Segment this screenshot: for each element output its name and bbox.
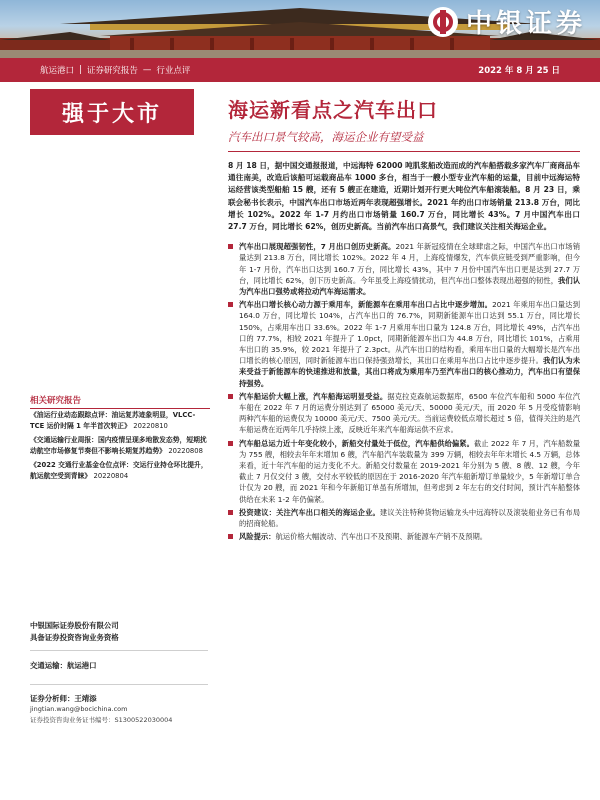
analyst-certificate: 证券投资咨询业务证书编号：S1300522030004 <box>30 716 173 724</box>
related-reports-title: 相关研究报告 <box>30 394 210 409</box>
related-reports-list <box>30 410 208 485</box>
related-report-date: 20220804 <box>93 471 129 480</box>
related-report-item[interactable] <box>30 435 208 456</box>
rating-badge: 强于大市 <box>30 89 194 135</box>
bullet-square-icon <box>228 244 233 249</box>
brand-name: 中银证券 <box>465 9 586 39</box>
bullet-square-icon <box>228 510 233 515</box>
related-report-text: 《交通运输行业周报：国内疫情呈现多地散发态势，短期扰动航空市场修复节奏但不影响长期复苏趋势》 <box>30 436 207 455</box>
report-meta-bar <box>0 58 600 82</box>
key-point-body: 航运价格大幅波动、汽车出口不及预期、新能源车产销不及预期。 <box>275 532 488 542</box>
firm-qualification: 具备证券投资咨询业务资格 <box>30 633 119 642</box>
key-point-lead: 汽车出口增长核心动力源于乘用车，新能源车在乘用车出口占比中逐步增加。 <box>239 300 493 310</box>
key-point-lead: 汽车船总运力近十年变化较小，新船交付量处于低位，汽车船供给偏紧。 <box>239 438 474 448</box>
key-point <box>228 391 580 436</box>
related-report-date: 20220808 <box>168 446 203 455</box>
meta-industry: 航运港口 <box>40 66 75 76</box>
bullet-square-icon <box>228 441 233 446</box>
bank-of-china-logo-icon <box>428 7 458 37</box>
report-subheadline: 汽车出口景气较高，海运企业有望受益 <box>228 129 580 152</box>
key-point <box>228 241 580 297</box>
analyst-email[interactable]: jingtian.wang@bocichina.com <box>30 705 128 713</box>
related-report-text: 《2022 交通行业基金仓位点评：交运行业持仓环比提升，航运航空受到青睐》 <box>30 461 208 480</box>
key-point <box>228 507 580 529</box>
firm-name: 中银国际证券股份有限公司 <box>30 621 119 630</box>
key-point-tail: 我们认为汽车出口强势或将拉动汽车海运需求。 <box>239 275 580 297</box>
meta-report-type: 证券研究报告 <box>86 66 138 76</box>
brand-logo <box>428 3 586 40</box>
industry-label: 交通运输：航运港口 <box>30 661 97 670</box>
related-report-date: 20220810 <box>133 421 168 430</box>
key-point-lead: 汽车船运价大幅上涨，汽车船海运明显受益。 <box>239 391 388 401</box>
report-date: 2022 年 8 月 25 日 <box>478 66 560 76</box>
key-point-body: 截止 2022 年 7 月，汽车船数量为 755 艘，相较去年年末增加 6 艘，汽车船汽车装载量为 399 万辆，相较去年年末增长 4.5 万辆，总体来看，近十年汽车船的运力变化不大。新船交付数量在 2019-2021 年分别为 5 艘、8 艘、12 艘，今年截止 7 月仅交付 3 艘，交付水平较低的原因在于 2016-2020 年汽车船新增订单量较少，5 年新增订单合计仅为 20 艘，而 2021 年和今年新船订单虽有所增加，但考虑到 2 年左右的交付时间，预计汽车船整体供给在未来 1-2 年仍偏紧。 <box>239 438 580 504</box>
key-point <box>228 438 580 505</box>
report-summary: 8 月 18 日，据中国交通报报道，中远海特 62000 吨肌浆船改造而成的汽车船搭载多家汽车厂商商品车通往南美，改造后该船可运载商品车 1000 多台，相当于一艘小型专业汽车船的运量，目前中远海运特运经营该类型船舶 15 艘，还有 5 艘正在建造，近期计划开行更大吨位汽车船滚装船。8 月 23 日，乘联会秘书长表示，中国汽车出口市场近两年表现超强增长。2021 年约出口市场销量 213.8 万台，同比增长 102%。2022 年 1-7 月约出口市场销量 160.7 万台，同比增长 43%。7 月中国汽车出口 27.7 万台，同比增长 62%，创历史新高。当前汽车出口高景气，我们建议关注相关海运企业。 <box>228 161 580 232</box>
industry-classification <box>30 650 208 671</box>
meta-separator: | <box>79 65 82 75</box>
key-point <box>228 531 580 542</box>
key-point-tail: 我们认为未来受益于新能源车的快速推进和放量，其出口将成为乘用车乃至汽车出口的核心推动力，汽车出口有望保持强势。 <box>239 356 581 388</box>
key-point-lead: 风险提示： <box>239 532 276 542</box>
bullet-square-icon <box>228 394 233 399</box>
bullet-square-icon <box>228 302 233 307</box>
key-point-body: 2021 年乘用车出口量达到 164.0 万台，同比增长 104%，占汽车出口的 76.7%，同期新能源车出口达到 55.1 万台，同比增长 150%，占乘用车出口 33.6%。2022 年 1-7 月乘用车出口量为 124.8 万台，同比增长 49%，占汽车出口的 77.7%，相较 2021 年提升了 1.0pct，同期新能源车出口为 44.8 万台，同比增长 101%，占乘用车出口的 35.9%，较 2021 年提升了 2.3pct。从汽车出口的结构看，乘用车出口量的大幅增长是汽车出口增长的核心原因，同时新能源车出口保持强劲增长，其出口在乘用车出口占比中逐步提升。 <box>239 300 580 366</box>
key-points-list <box>228 241 580 542</box>
related-report-item[interactable] <box>30 410 208 431</box>
firm-info <box>30 620 208 644</box>
report-headline: 海运新看点之汽车出口 <box>228 98 438 122</box>
key-point-body: 建议关注特种货物运输龙头中远海特以及滚装船业务已有布局的招商轮船。 <box>239 507 581 529</box>
related-report-text: 《油运行业动态跟踪点评：油运复苏迹象明显，VLCC-TCE 运价时隔 1 年半首次转正》 <box>30 411 196 430</box>
left-sidebar <box>30 84 220 800</box>
key-point <box>228 299 580 389</box>
key-point-lead: 投资建议：关注汽车出口相关的海运企业。 <box>239 507 380 517</box>
meta-report-kind: 行业点评 <box>156 66 191 76</box>
related-report-item[interactable] <box>30 460 208 481</box>
meta-dash: — <box>142 65 152 75</box>
analyst-name: 证券分析师：王靖添 <box>30 694 97 703</box>
key-point-lead: 汽车出口展现超强韧性，7 月出口创历史新高。 <box>239 242 396 252</box>
key-point-body: 据克拉克森航运数据库，6500 车位汽车船和 5000 车位汽车船在 2022 年 7 月的运费分别达到了 65000 美元/天、50000 美元/天，而 2020 年 5 月受疫情影响两种汽车船的运费仅为 10000 美元/天、7500 美元/天。当前运费较低点增长超过 5 倍，值得关注的是汽车船运费在近两年几乎持续上涨，反映近年来汽车船海运供不应求。 <box>239 391 580 435</box>
analyst-info <box>30 684 208 726</box>
main-content <box>228 84 580 800</box>
key-point-body: 2021 年新冠疫情在全球肆虐之际，中国汽车出口市场销量达到 213.8 万台，同比增长 102%。2022 年 4 月，上海疫情爆发，汽车供应链受到严重影响，但今年 1-7 月份，汽车出口达到 160.7 万台，同比增长 43%，其中 7 月份中国汽车出口更是达到 27.7 万台，同比增长 62%，创下历史新高。今年虽受上海疫情扰动，但汽车出口整体表现出超强的韧性， <box>239 242 580 285</box>
header-banner <box>0 0 600 58</box>
bullet-square-icon <box>228 534 233 539</box>
